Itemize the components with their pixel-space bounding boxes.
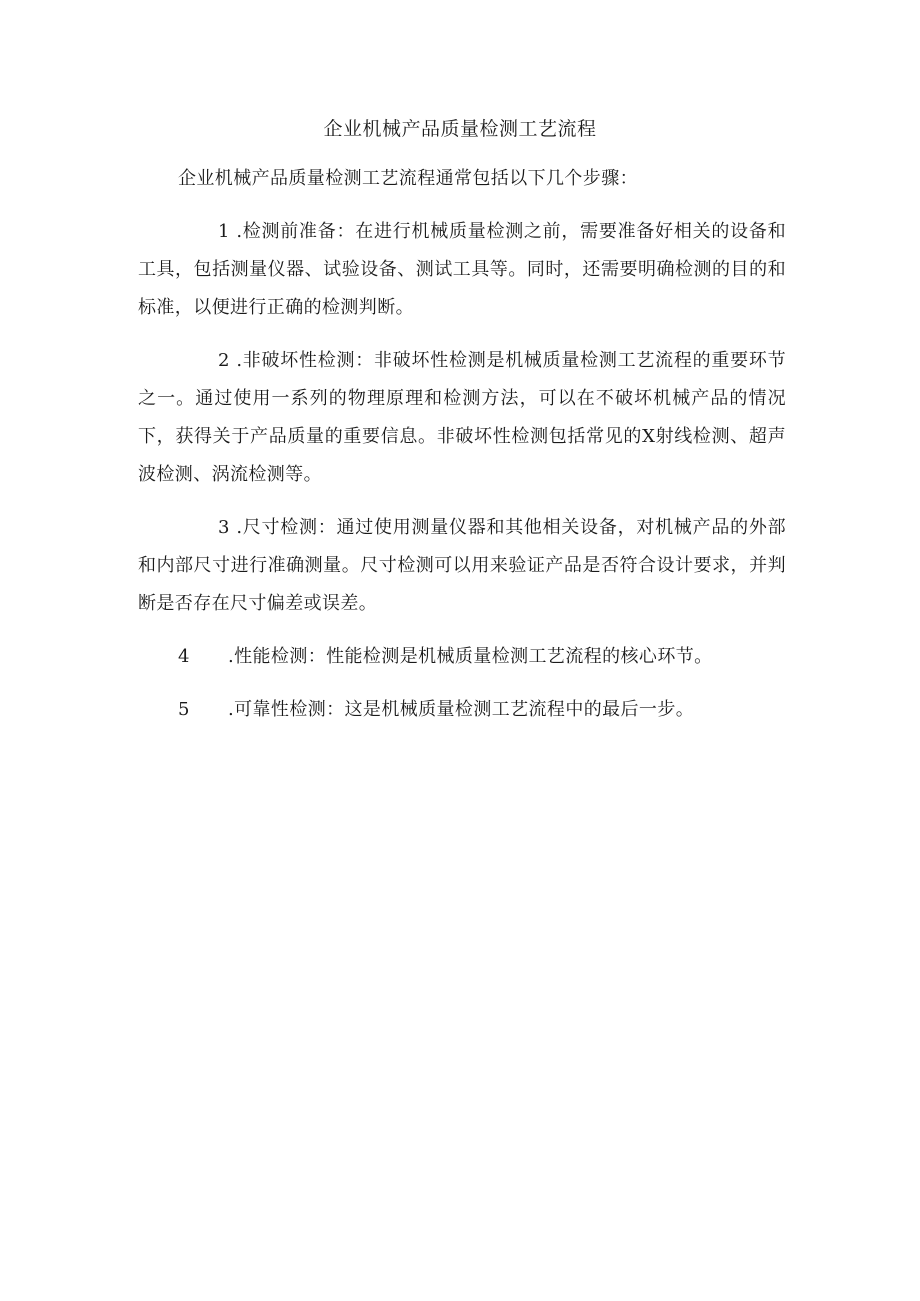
- step-3-number: 3: [218, 517, 230, 538]
- step-1-separator: .: [229, 221, 243, 242]
- step-1-number: 1: [218, 221, 230, 242]
- step-3-text: 尺寸检测：通过使用测量仪器和其他相关设备，对机械产品的外部和内部尺寸进行准确测量。尺寸检测可以用来验证产品是否符合设计要求，并判断是否存在尺寸偏差或误差。: [138, 517, 786, 614]
- step-1-text: 检测前准备：在进行机械质量检测之前，需要准备好相关的设备和工具，包括测量仪器、试验设备、测试工具等。同时，还需要明确检测的目的和标准，以便进行正确的检测判断。: [138, 221, 786, 318]
- step-1-paragraph: [138, 213, 786, 327]
- step-5-separator: .: [228, 699, 235, 720]
- step-2-text: 非破坏性检测：非破坏性检测是机械质量检测工艺流程的重要环节之一。通过使用一系列的物理原理和检测方法，可以在不破坏机械产品的情况下，获得关于产品质量的重要信息。非破坏性检测包括常见的X射线检测、超声波检测、涡流检测等。: [138, 350, 786, 485]
- step-3-separator: .: [229, 517, 243, 538]
- document-body: [138, 160, 786, 744]
- step-5-number: 5: [178, 699, 190, 720]
- step-5-text: 可靠性检测：这是机械质量检测工艺流程中的最后一步。: [234, 699, 695, 720]
- step-2-number: 2: [218, 350, 230, 371]
- step-4-text: 性能检测：性能检测是机械质量检测工艺流程的核心环节。: [234, 646, 713, 667]
- step-2-separator: .: [229, 350, 243, 371]
- step-4-separator: .: [228, 646, 235, 667]
- intro-paragraph: 企业机械产品质量检测工艺流程通常包括以下几个步骤：: [178, 168, 638, 189]
- step-2-paragraph: [138, 342, 786, 494]
- step-3-paragraph: [138, 509, 786, 623]
- step-4-number: 4: [178, 646, 190, 667]
- step-5-paragraph: [138, 691, 786, 729]
- document-title: 企业机械产品质量检测工艺流程: [323, 118, 597, 140]
- step-4-paragraph: [138, 638, 786, 676]
